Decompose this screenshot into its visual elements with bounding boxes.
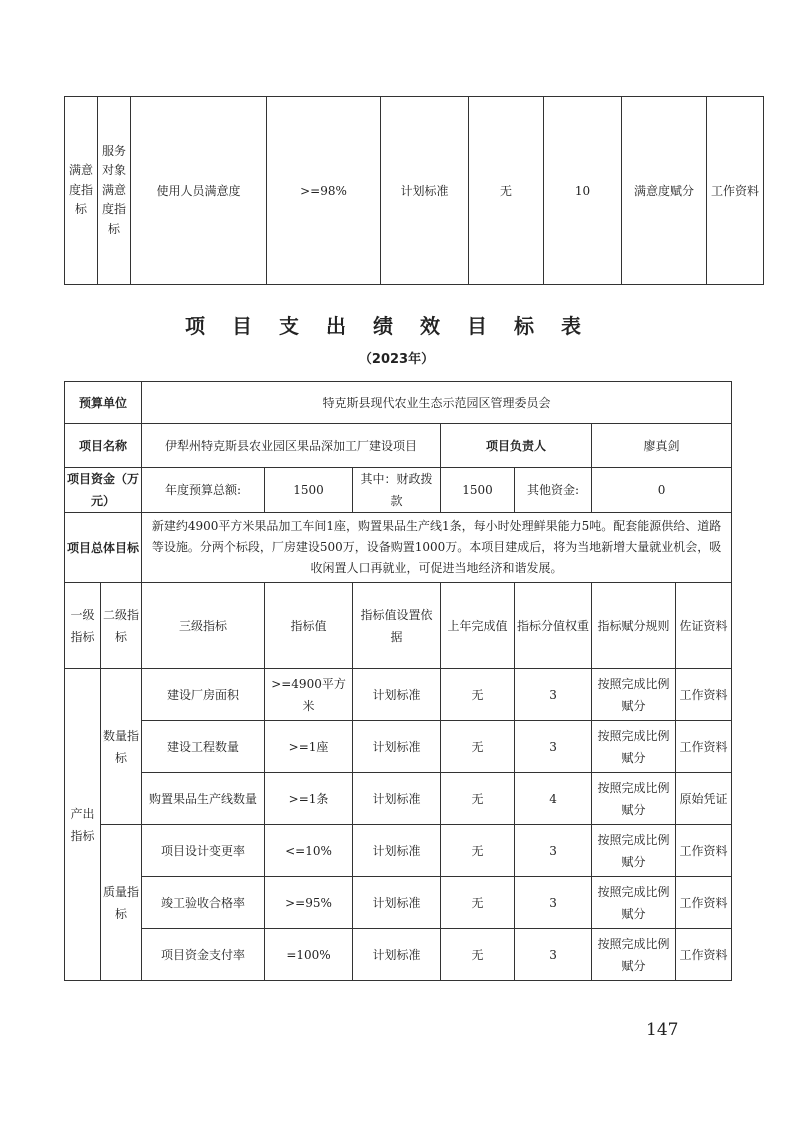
budget-unit-label: 预算单位 — [65, 382, 142, 424]
table-row — [65, 825, 732, 877]
indicator-evidence: 工作资料 — [676, 669, 732, 721]
table-row — [65, 929, 732, 981]
indicator-basis: 计划标准 — [353, 669, 441, 721]
page-number: 147 — [646, 1020, 679, 1040]
basis-cell: 计划标准 — [381, 97, 469, 285]
annual-budget-label: 年度预算总额: — [142, 468, 265, 513]
other-funds-label: 其他资金: — [515, 468, 592, 513]
indicator-rule: 按照完成比例赋分 — [592, 773, 676, 825]
indicator-weight: 3 — [515, 929, 592, 981]
indicator-value: >=1座 — [265, 721, 353, 773]
indicator-rule: 按照完成比例赋分 — [592, 929, 676, 981]
indicator-name: 购置果品生产线数量 — [142, 773, 265, 825]
header-level3: 三级指标 — [142, 583, 265, 669]
table-row — [65, 877, 732, 929]
last-year-cell: 无 — [469, 97, 544, 285]
header-last-year: 上年完成值 — [441, 583, 515, 669]
table-row — [65, 97, 764, 285]
level2-cell: 服务对象满意度指标 — [98, 97, 131, 285]
table-row — [65, 424, 732, 468]
indicator-rule: 按照完成比例赋分 — [592, 877, 676, 929]
indicator-name: 竣工验收合格率 — [142, 877, 265, 929]
project-name-label: 项目名称 — [65, 424, 142, 468]
level3-cell: 使用人员满意度 — [131, 97, 267, 285]
project-name-value: 伊犁州特克斯县农业园区果品深加工厂建设项目 — [142, 424, 441, 468]
indicator-name: 项目资金支付率 — [142, 929, 265, 981]
rule-cell: 满意度赋分 — [622, 97, 707, 285]
indicator-last-year: 无 — [441, 929, 515, 981]
indicator-basis: 计划标准 — [353, 929, 441, 981]
indicator-name: 建设厂房面积 — [142, 669, 265, 721]
indicator-weight: 3 — [515, 825, 592, 877]
table-row — [65, 721, 732, 773]
indicator-weight: 3 — [515, 877, 592, 929]
fiscal-label: 其中：财政拨款 — [353, 468, 441, 513]
page-title: 项目支出绩效目标表 — [185, 314, 608, 338]
leader-value: 廖真剑 — [592, 424, 732, 468]
indicator-weight: 3 — [515, 721, 592, 773]
indicator-value: >=1条 — [265, 773, 353, 825]
table-row — [65, 513, 732, 583]
annual-budget-value: 1500 — [265, 468, 353, 513]
indicator-basis: 计划标准 — [353, 773, 441, 825]
indicator-evidence: 工作资料 — [676, 825, 732, 877]
satisfaction-table — [64, 96, 764, 285]
table-row — [65, 468, 732, 513]
indicator-rule: 按照完成比例赋分 — [592, 825, 676, 877]
indicator-rule: 按照完成比例赋分 — [592, 669, 676, 721]
budget-unit-value: 特克斯县现代农业生态示范园区管理委员会 — [142, 382, 732, 424]
quality-indicator-label: 质量指标 — [101, 825, 142, 981]
evidence-cell: 工作资料 — [707, 97, 764, 285]
overall-goal-label: 项目总体目标 — [65, 513, 142, 583]
indicator-basis: 计划标准 — [353, 825, 441, 877]
other-funds-value: 0 — [592, 468, 732, 513]
performance-table — [64, 381, 732, 981]
header-row — [65, 583, 732, 669]
header-value: 指标值 — [265, 583, 353, 669]
indicator-evidence: 原始凭证 — [676, 773, 732, 825]
header-weight: 指标分值权重 — [515, 583, 592, 669]
indicator-name: 建设工程数量 — [142, 721, 265, 773]
header-basis: 指标值设置依据 — [353, 583, 441, 669]
year-label: （2023年） — [358, 352, 435, 367]
header-evidence: 佐证资料 — [676, 583, 732, 669]
value-cell: >=98% — [267, 97, 381, 285]
indicator-weight: 3 — [515, 669, 592, 721]
output-indicator-label: 产出指标 — [65, 669, 101, 981]
indicator-evidence: 工作资料 — [676, 929, 732, 981]
header-level1: 一级指标 — [65, 583, 101, 669]
fiscal-value: 1500 — [441, 468, 515, 513]
indicator-last-year: 无 — [441, 669, 515, 721]
leader-label: 项目负责人 — [441, 424, 592, 468]
indicator-last-year: 无 — [441, 773, 515, 825]
indicator-evidence: 工作资料 — [676, 721, 732, 773]
indicator-value: <=10% — [265, 825, 353, 877]
quantity-indicator-label: 数量指标 — [101, 669, 142, 825]
table-row — [65, 382, 732, 424]
table-row — [65, 669, 732, 721]
indicator-weight: 4 — [515, 773, 592, 825]
header-level2: 二级指标 — [101, 583, 142, 669]
overall-goal-text: 新建约4900平方米果品加工车间1座，购置果品生产线1条，每小时处理鲜果能力5吨。配套能源供给、道路等设施。分两个标段，厂房建设500万，设备购置1000万。本项目建成后，将为当地新增大量就业机会，吸收闲置人口再就业，可促进当地经济和谐发展。 — [142, 513, 732, 583]
indicator-value: >=95% — [265, 877, 353, 929]
indicator-value: =100% — [265, 929, 353, 981]
indicator-last-year: 无 — [441, 721, 515, 773]
funds-label: 项目资金（万元） — [65, 468, 142, 513]
table-row — [65, 773, 732, 825]
indicator-name: 项目设计变更率 — [142, 825, 265, 877]
indicator-last-year: 无 — [441, 877, 515, 929]
indicator-rule: 按照完成比例赋分 — [592, 721, 676, 773]
indicator-value: >=4900平方米 — [265, 669, 353, 721]
weight-cell: 10 — [544, 97, 622, 285]
indicator-last-year: 无 — [441, 825, 515, 877]
header-rule: 指标赋分规则 — [592, 583, 676, 669]
indicator-basis: 计划标准 — [353, 877, 441, 929]
level1-cell: 满意度指标 — [65, 97, 98, 285]
indicator-basis: 计划标准 — [353, 721, 441, 773]
indicator-evidence: 工作资料 — [676, 877, 732, 929]
